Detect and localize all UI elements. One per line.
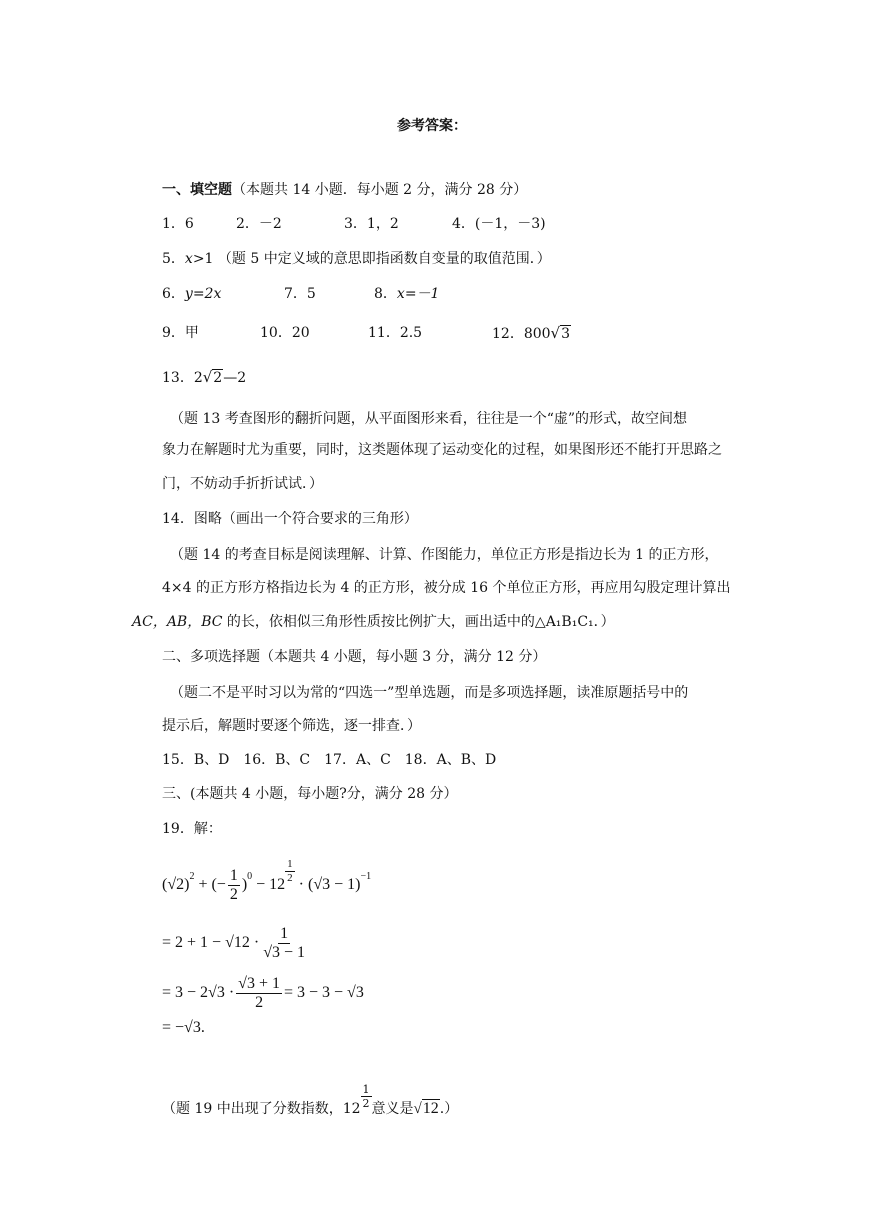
note-13-line-2: 象力在解题时尤为重要，同时，这类题体现了运动变化的过程，如果图形还不能打开思路之 [162,442,722,458]
m3-fraction [236,975,282,1012]
m1-fraction-denominator: 2 [229,885,238,903]
m1-exp-numerator: 1 [287,858,293,870]
answer-7: 7．5 [284,286,316,302]
math-line-4: = −√3. [162,1019,205,1036]
answer-19-label: 19．解： [162,821,222,837]
note-19-radicand: 12 [422,1100,439,1117]
m1-fraction-numerator: 1 [229,866,238,884]
section-3-heading: 三、(本题共 4 小题，每小题?分，满分 28 分） [162,786,458,802]
page-title: 参考答案： [397,118,467,134]
answers-15-18: 15．B、D 16．B、C 17．A、C 18．A、B、D [162,752,497,768]
m1-exponent-0: 0 [247,871,253,882]
answer-12-radicand: 3 [561,326,571,342]
note-19-text-b: 意义是 [371,1101,414,1117]
math-line-3 [162,975,364,1012]
note-14-line-1: （题 14 的考查目标是阅读理解、计算、作图能力，单位正方形是指边长为 1 的正方形， [170,547,719,563]
note-14-segments: AC，AB，BC [132,614,223,630]
answer-5 [162,249,551,269]
m1-exp-denominator: 2 [287,872,293,884]
m1-exponent-2: 2 [189,871,195,882]
m3-rhs: = 3 − 3 − √3 [283,984,364,1002]
answer-13-tail: —2 [223,370,247,386]
m1-frac-exponent [285,858,295,885]
answer-5-variable: x [184,251,193,267]
note-19-text-a: （题 19 中出现了分数指数，12 [162,1101,361,1117]
m3-numerator: √3 + 1 [238,975,280,992]
m1-minus-12: − 12 [252,876,286,893]
answer-13-radicand: 2 [213,370,223,386]
answer-5-text: >1 （题 5 中定义域的意思即指函数自变量的取值范围．） [192,251,551,267]
m1-fraction [228,867,240,904]
answer-12 [492,323,571,344]
note-13-line-3: 门，不妨动手折折试试．） [162,476,323,492]
answer-5-number: 5． [162,251,185,267]
note-14-line-3 [132,612,615,632]
answer-1: 1．6 [162,216,194,232]
note-19-exp-numerator: 1 [362,1083,370,1096]
note-19-text-c: .） [439,1101,459,1117]
answer-11: 11．2.5 [368,325,423,341]
note-19 [162,1083,458,1121]
answer-2: 2．－2 [236,216,282,232]
note-19-exp-denominator: 2 [362,1097,370,1110]
note-14-line-2: 4×4 的正方形方格指边长为 4 的正方形，被分成 16 个单位正方形，再应用勾股定理计算出 [162,580,731,596]
math-line-1: $(√2)^2$ + (− $\frac{1}{2}$ )$^0$ − 12 $\frac{1}{2}$ · $(√3 - 1)^{-1}$ [162,858,372,903]
answers-6-8 [162,284,440,304]
answer-13 [162,367,246,388]
answer-4: 4．(－1，－3) [452,216,546,232]
answer-10: 10．20 [260,325,310,341]
answers-1-4 [162,214,546,234]
m2-numerator: 1 [280,925,289,942]
section-1-title: 一、填空题 [162,182,232,198]
note-2-line-2: 提示后，解题时要逐个筛选，逐一排查．） [162,718,421,734]
m2-lhs: = 2 + 1 − √12 · [162,934,260,952]
note-19-frac-exponent [361,1083,372,1110]
answer-9: 9．甲 [162,325,199,341]
answer-8-number: 8． [374,286,397,302]
m2-denominator: √3 − 1 [263,944,305,961]
note-2-line-1: （题二不是平时习以为常的“四选一”型单选题，而是多项选择题，读准原题括号中的 [170,685,689,701]
section-1-heading [162,180,527,200]
answer-8-equation: x=－1 [396,286,440,302]
sqrt-sign: √12 [413,1100,439,1117]
answer-14: 14．图略（画出一个符合要求的三角形） [162,511,418,527]
m3-denominator: 2 [255,994,264,1011]
m1-exponent-inverse: −1 [360,871,372,882]
answer-13-number: 13．2 [162,370,203,386]
sqrt-sign: √3 [550,324,571,342]
section-1-note: （本题共 14 小题．每小题 2 分，满分 28 分） [232,182,528,198]
section-2-heading: 二、多项选择题（本题共 4 小题，每小题 3 分，满分 12 分） [162,649,547,665]
answers-9-12 [162,323,571,343]
answer-6-number: 6． [162,286,185,302]
m3-lhs: = 3 − 2√3 · [162,984,235,1002]
answer-8 [374,284,439,304]
m1-term-1: (√2) [162,876,190,893]
sqrt-sign: √2 [202,368,223,386]
note-14-text: 的长，依相似三角形性质按比例扩大，画出适中的△A₁B₁C₁．） [222,614,615,630]
m1-plus: + (− [194,876,226,893]
m2-fraction [261,925,307,962]
note-13-line-1: （题 13 考查图形的翻折问题，从平面图形来看，往往是一个“虚”的形式，故空间想 [170,411,688,427]
m1-dot-term: · (√3 − 1) [294,876,361,893]
answer-12-number: 12．800 [492,326,551,342]
answer-3: 3．1，2 [344,216,399,232]
math-line-2 [162,925,309,962]
answer-6-equation: y=2x [184,286,222,302]
